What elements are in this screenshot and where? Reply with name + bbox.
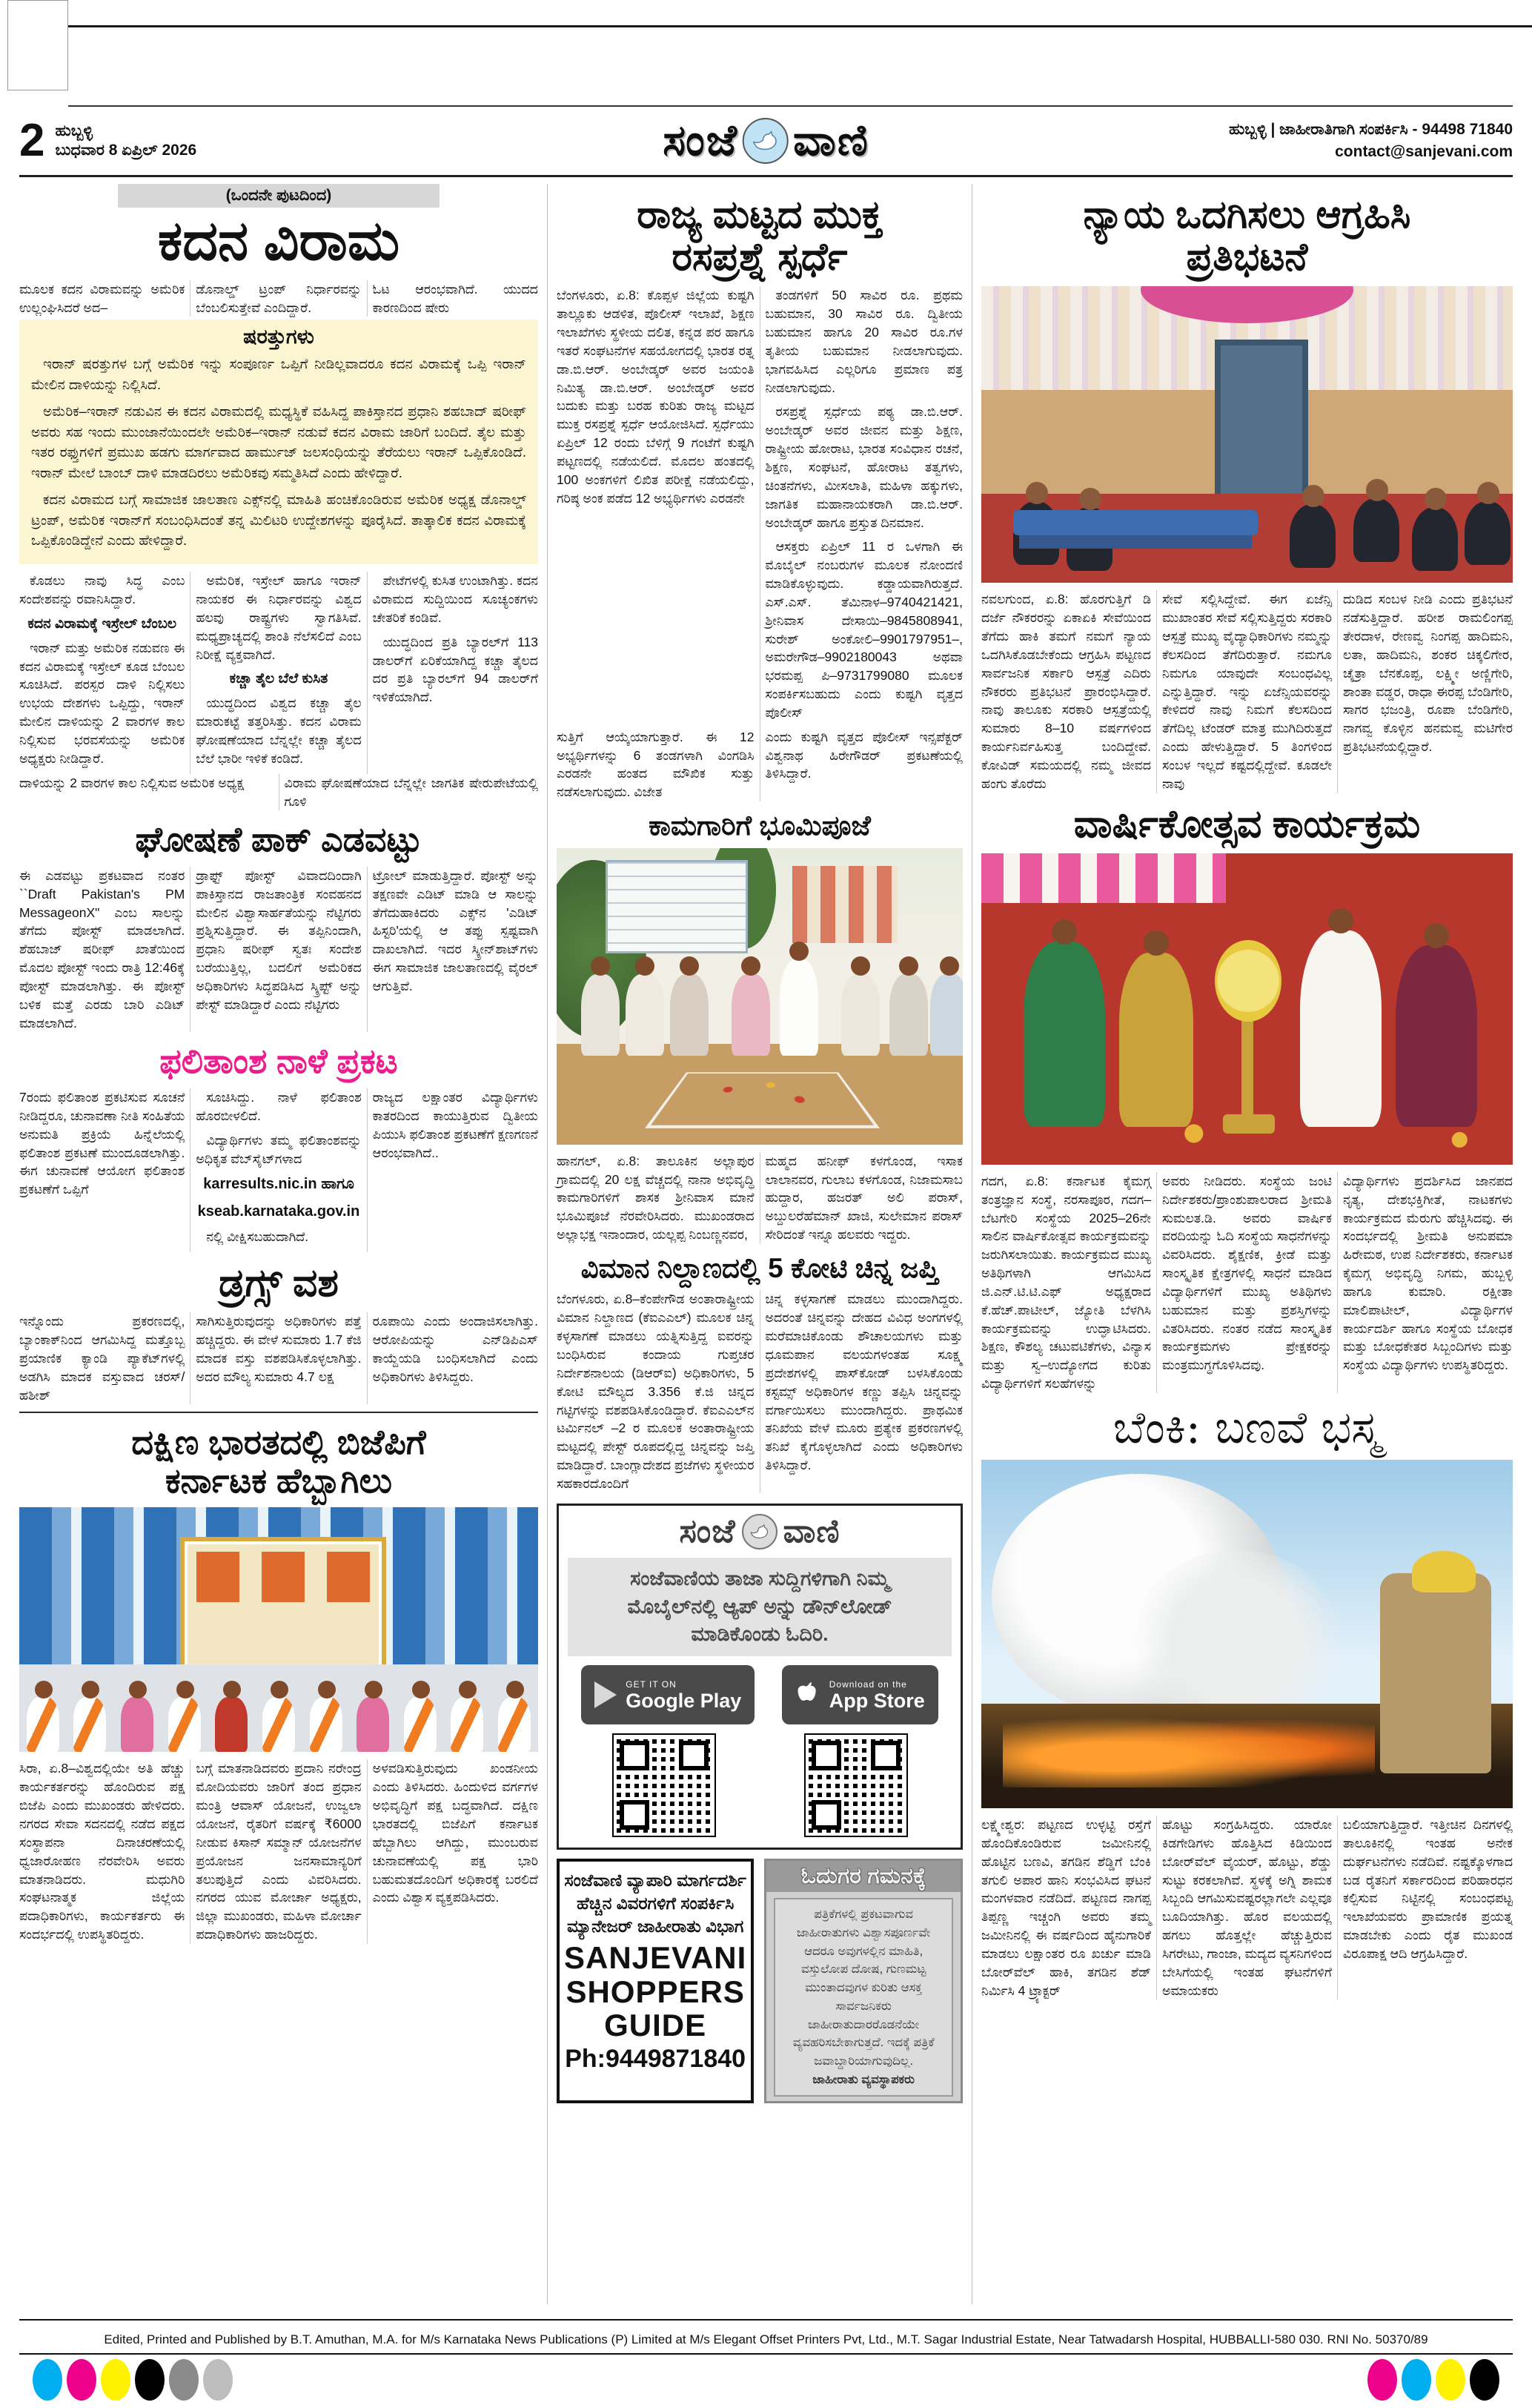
person-figure: [357, 1697, 389, 1752]
article-column: ಸುತ್ತಿಗೆ ಆಯ್ಕೆಯಾಗುತ್ತಾರೆ. ಈ 12 ಅಭ್ಯರ್ಥಿಗಳನ್ನು 6 ತಂಡಗಳಾಗಿ ವಿಂಗಡಿಸಿ ಎರಡನೇ ಹಂತದ ಮೌಖಿಕ ಸುತ್ತು ನಡೆಸಲಾಗುವುದು. ವಿಜೇತ: [557, 729, 755, 800]
woman-gold-sari: [1119, 953, 1193, 1127]
quiz-headline-line1: ರಾಜ್ಯ ಮಟ್ಟದ ಮುಕ್ತ: [637, 194, 883, 236]
stage-backdrop: [981, 853, 1226, 903]
banner-portrait: [262, 1552, 305, 1603]
woman-maroon-sari: [1396, 945, 1477, 1127]
person-figure: [732, 974, 770, 1056]
quiz-headline-line2: ರಸಪ್ರಶ್ನೆ ಸ್ಪರ್ಧೆ: [672, 236, 848, 280]
body-paragraph: ತಂಡಗಳಿಗೆ 50 ಸಾವಿರ ರೂ. ಪ್ರಥಮ ಬಹುಮಾನ, 30 ಸಾವಿರ ರೂ. ದ್ವಿತೀಯ ಬಹುಮಾನ ಹಾಗೂ 20 ಸಾವಿರ ರೂ.ಗಳ ತೃತೀಯ ಬಹುಮಾನ ನೀಡಲಾಗುವುದು. ಭಾಗವಹಿಸಿದ ಎಲ್ಲರಿಗೂ ಪ್ರಮಾಣ ಪತ್ರ ನೀಡಲಾಗುವುದು.: [765, 288, 963, 395]
article-column: [19, 572, 190, 774]
blue-bench: [1013, 510, 1258, 535]
notice-text: ಪತ್ರಿಕೆಗಳಲ್ಲಿ ಪ್ರಕಟವಾಗುವ ಜಾಹೀರಾತುಗಳು ವಿಶ್ವಾಸಪೂರ್ಣವೇ ಆದರೂ ಅವುಗಳಲ್ಲಿನ ಮಾಹಿತಿ, ವಸ್ತುಲೋಪ ದೋಷ, ಗುಣಮಟ್ಟ ಮುಂತಾದವುಗಳ ಕುರಿತು ಆಸಕ್ತ ಸಾರ್ವಜನಿಕರು ಜಾಹೀರಾತುದಾರರೊಡನೆಯೇ ವ್ಯವಹರಿಸಬೇಕಾಗುತ್ತದೆ. ಇದಕ್ಕೆ ಪತ್ರಿಕೆ ಜವಾಬ್ದಾರಿಯಾಗುವುದಿಲ್ಲ.: [792, 1908, 935, 2068]
banner-portrait: [327, 1552, 371, 1603]
badge-caption: Download on the: [829, 1678, 907, 1690]
body-paragraph: ಅಮೆರಿಕ, ಇಸ್ರೇಲ್ ಹಾಗೂ ಇರಾನ್ ನಾಯಕರ ಈ ನಿರ್ಧಾರವನ್ನು ವಿಶ್ವದ ಹಲವು ರಾಷ್ಟ್ರಗಳು ಸ್ವಾಗತಿಸಿವೆ. ಮಧ್ಯಪ್ರಾಚ್ಯದಲ್ಲಿ ಶಾಂತಿ ನೆಲೆಸಲಿದೆ ಎಂಬ ನಿರೀಕ್ಷೆ ವ್ಯಕ್ತವಾಗಿದೆ.: [196, 573, 362, 662]
protest-headline: [981, 194, 1513, 279]
mla-figure: [780, 959, 818, 1056]
notice-signature: ಜಾಹೀರಾತು ವ್ಯವಸ್ಥಾಪಕರು: [812, 2072, 915, 2086]
highlight-box-paragraph: ಇರಾನ್ ಷರತ್ತುಗಳ ಬಗ್ಗೆ ಅಮೆರಿಕ ಇನ್ನು ಸಂಪೂರ್ಣ ಒಪ್ಪಿಗೆ ನೀಡಿಲ್ಲವಾದರೂ ಕದನ ವಿರಾಮಕ್ಕೆ ಒಪ್ಪಿ ಇರಾನ್ ಮೇಲಿನ ದಾಳಿಯನ್ನು ನಿಲ್ಲಿಸಿದೆ.: [31, 356, 526, 393]
guide-line: ಮ್ಯಾನೇಜರ್ ಜಾಹೀರಾತು ವಿಭಾಗ: [567, 1916, 744, 1936]
bjp-headline: [19, 1423, 538, 1500]
dove-logo-icon: [742, 1514, 777, 1549]
google-play-badge[interactable]: [581, 1665, 755, 1724]
ceasefire-highlight-box: [19, 320, 538, 564]
protest-photo: [981, 286, 1513, 583]
notice-title: ಓದುಗರ ಗಮನಕ್ಕೆ: [766, 1861, 961, 1892]
person-figure: [168, 1697, 201, 1752]
bjp-headline-line2: ಕರ್ನಾಟಕ ಹೆಬ್ಬಾಗಿಲು: [165, 1461, 393, 1500]
person-figure: [121, 1697, 153, 1752]
quiz-body: [557, 286, 963, 727]
print-registration-box: [7, 0, 68, 90]
anniversary-photo: [981, 853, 1513, 1165]
rangoli-pooja-spot: [645, 1072, 880, 1128]
body-paragraph: ಪೇಟೆಗಳಲ್ಲಿ ಕುಸಿತ ಉಂಟಾಗಿತ್ತು. ಕದನ ವಿರಾಮದ ಸುದ್ದಿಯಿಂದ ಸೂಚ್ಯಂಕಗಳು ಚೇತರಿಕೆ ಕಂಡಿವೆ.: [372, 573, 538, 625]
badge-caption: GET IT ON: [626, 1678, 677, 1690]
person-figure: [626, 974, 664, 1056]
article-column: ವಿದ್ಯಾರ್ಥಿಗಳು ಪ್ರದರ್ಶಿಸಿದ ಜಾನಪದ ನೃತ್ಯ, ದೇಶಭಕ್ತಿಗೀತೆ, ನಾಟಕಗಳು ಕಾರ್ಯಕ್ರಮದ ಮೆರುಗು ಹೆಚ್ಚಿಸಿದವು. ಈ ಸಂದರ್ಭದಲ್ಲಿ ಶ್ರೀಮತಿ ಅನುಪಮಾ ಹಿರೇಮಠ, ಉಪ ನಿರ್ದೇಶಕರು, ಕರ್ನಾಟಕ ಕೈಮಗ್ಗ ಅಭಿವೃದ್ಧಿ ನಿಗಮ, ಹುಬ್ಬಳ್ಳಿ ಹಾಗೂ ಕುಮಾರಿ. ರಕ್ಷೀತಾ ಮಾಲಿಪಾಟೀಲ್, ವಿದ್ಯಾರ್ಥಿಗಳ ಕಾರ್ಯದರ್ಶಿ ಹಾಗೂ ಸಂಸ್ಥೆಯ ಬೋಧಕ ಮತ್ತು ಬೋಧಕೇತರ ಸಿಬ್ಬಂದಿಗಳು ಮತ್ತು ಸಂಸ್ಥೆಯ ವಿದ್ಯಾರ್ಥಿಗಳು ಉಪಸ್ಥಿತರಿದ್ದರು.: [1337, 1172, 1513, 1393]
article-column: ಇನ್ನೊಂದು ಪ್ರಕರಣದಲ್ಲಿ, ಬ್ಯಾಂಕಾಕ್‌ನಿಂದ ಆಗಮಿಸಿದ್ದ ಮತ್ತೊಬ್ಬ ಪ್ರಯಾಣಿಕ ಕ್ಯಾಂಡಿ ಪ್ಯಾಕೆಟ್‌ಗಳಲ್ಲಿ ಅಡಗಿಸಿ ಮಾದಕ ವಸ್ತುವಾದ ಚರಸ್/ಹಶೀಶ್: [19, 1314, 185, 1403]
guide-line: ಸಂಜೆವಾಣಿ ವ್ಯಾಪಾರಿ ಮಾರ್ಗದರ್ಶಿ: [564, 1870, 746, 1891]
dove-logo-icon: [743, 118, 789, 164]
highlight-box-paragraph: ಅಮೆರಿಕ–ಇರಾನ್ ನಡುವಿನ ಈ ಕದನ ವಿರಾಮದಲ್ಲಿ ಮಧ್ಯಸ್ಥಿಕೆ ವಹಿಸಿದ್ದ ಪಾಕಿಸ್ತಾನದ ಪ್ರಧಾನಿ ಶಹಬಾದ್ ಷರೀಫ್ ಅವರು ಸಹ ಇಂದು ಮುಂಜಾನೆಯಿಂದಲೇ ಅಮೆರಿಕ–ಇರಾನ್ ನಡುವೆ ಕದನ ವಿರಾಮ ಜಾರಿಗೆ ಬಂದಿದೆ. ತೈಲ ಮತ್ತು ಇತರ ರಫ್ತುಗಳಿಗೆ ಪ್ರಮುಖ ಹಡಗು ಮಾರ್ಗವಾದ ಹಾರ್ಮುಜ್ ಜಲಸಂಧಿಯನ್ನು ತೆರೆಯಲು ಇರಾನ್ ಒಪ್ಪಿಕೊಂಡಿದೆ. ಇರಾನ್ ಮೇಲೆ ಬಾಂಬ್ ದಾಳಿ ಮಾಡದಿರಲು ಅಮೆರಿಕವು ಸಮ್ಮತಿಸಿದೆ ಎಂದು ಹೇಳಿದ್ದಾರೆ.: [31, 403, 526, 481]
apple-icon: [795, 1678, 820, 1712]
ceasefire-intro: [19, 280, 538, 317]
article-column: ಸೇವೆ ಸಲ್ಲಿಸಿದ್ದೇವೆ. ಈಗ ಏಜೆನ್ಸಿ ಮುಖಾಂತರ ಸೇವೆ ಸಲ್ಲಿಸುತ್ತಿದ್ದರು ಸರಕಾರಿ ಆಸ್ಪತ್ರೆ ಮುಖ್ಯ ವೈದ್ಯಾಧಿಕಾರಿಗಳು ನಮ್ಮನ್ನು ಕೆಲಸದಿಂದ ತೆಗೆದಿರುತ್ತಾರೆ. ನಮಗೂ ನಿಮಗೂ ಯಾವುದೇ ಸಂಬಂಧವಿಲ್ಲ ಎನ್ನುತ್ತಿದ್ದಾರೆ. ಇನ್ನು ಏಜೆನ್ಸಿಯವರನ್ನು ಕೇಳಿದರೆ ನಾವು ನಿಮಗೆ ಕೆಲಸದಿಂದ ತೆಗೆದಿಲ್ಲ ಟೆಂಡರ್ ಮಾತ್ರ ಮುಗಿದಿರುತ್ತದೆ ಎಂದು ಹೇಳುತ್ತಿದ್ದಾರೆ. 5 ತಿಂಗಳಿಂದ ಸಂಬಳ ಇಲ್ಲದೆ ಕಷ್ಟದಲ್ಲಿದ್ದೇವೆ. ಕೂಡಲೇ ನಾವು: [1156, 590, 1337, 793]
article-column: ದಾಳಿಯನ್ನು 2 ವಾರಗಳ ಕಾಲ ನಿಲ್ಲಿಸುವ ಅಮೆರಿಕ ಅಧ್ಯಕ್ಷ: [19, 775, 245, 790]
sub-headline: ಕಚ್ಚಾ ತೈಲ ಬೆಲೆ ಕುಸಿತ: [229, 671, 328, 687]
middle-section: [548, 184, 972, 2304]
quiz-headline: [557, 194, 963, 279]
person-figure: [498, 1697, 531, 1752]
results-url[interactable]: karresults.nic.in ಹಾಗೂ: [203, 1176, 354, 1193]
person-figure: [889, 974, 928, 1056]
article-column: ಅಳವಡಿಸುತ್ತಿರುವುದು ಖಂಡನೀಯ ಎಂದು ತಿಳಿಸಿದರು. ಹಿಂದುಳಿದ ವರ್ಗಗಳ ಅಭಿವೃದ್ಧಿಗೆ ಪಕ್ಷ ಬದ್ಧವಾಗಿದೆ. ದಕ್ಷಿಣ ಭಾರತದಲ್ಲಿ ಬಿಜೆಪಿಗೆ ಕರ್ನಾಟಕ ಹೆಬ್ಬಾಗಿಲು ಆಗಿದ್ದು, ಮುಂಬರುವ ಚುನಾವಣೆಯಲ್ಲಿ ಪಕ್ಷ ಭಾರಿ ಬಹುಮತದೊಂದಿಗೆ ಅಧಿಕಾರಕ್ಕೆ ಬರಲಿದೆ ಎಂದು ವಿಶ್ವಾಸ ವ್ಯಕ್ತಪಡಿಸಿದರು.: [367, 1759, 538, 1943]
marigold-garland: [1215, 940, 1281, 1022]
article-column: ನವಲಗುಂದ, ಏ.8: ಹೊರಗುತ್ತಿಗೆ ಡಿ ದರ್ಜೆ ನೌಕರರನ್ನು ಏಕಾಏಕಿ ಸೇವೆಯಿಂದ ತೆಗೆದು ಹಾಕಿ ತಮಗೆ ನಮಗೆ ನ್ಯಾಯ ಒದಗಿಸಿಕೊಡಬೇಕೆಂದು ಆಗ್ರಹಿಸಿ ಪಟ್ಟಣದ ಸಾರ್ವಜನಿಕ ಸರ್ಕಾರಿ ಆಸ್ಪತ್ರೆ ಎದಿರು ನೌಕರರು ಪ್ರತಿಭಟನೆ ಪ್ರಾರಂಭಿಸಿದ್ದಾರೆ. ನಾವು ತಾಲೂಕು ಸರಕಾರಿ ಆಸ್ಪತ್ರೆಯಲ್ಲಿ ಸುಮಾರು 8–10 ವರ್ಷಗಳಿಂದ ಕಾರ್ಯನಿರ್ವಹಿಸುತ್ತ ಬಂದಿದ್ದೇವೆ. ಕೋವಿಡ್ ಸಮಯದಲ್ಲಿ ನಮ್ಮ ಜೀವದ ಹಂಗು ತೊರೆದು: [981, 592, 1151, 791]
person-figure: [581, 974, 620, 1056]
article-column: ರೂಪಾಯಿ ಎಂದು ಅಂದಾಜಿಸಲಾಗಿತ್ತು. ಆರೋಪಿಯನ್ನು ಎನ್‌ಡಿಪಿಎಸ್ ಕಾಯ್ದೆಯಡಿ ಬಂಧಿಸಲಾಗಿದೆ ಎಂದು ಅಧಿಕಾರಿಗಳು ತಿಳಿಸಿದ್ದರು.: [367, 1312, 538, 1404]
contact-email[interactable]: contact@sanjevani.com: [1335, 143, 1513, 160]
ad-masthead: [568, 1513, 952, 1550]
quiz-continuation: [557, 728, 963, 801]
article-column: ಸಾಗಿಸುತ್ತಿರುವುದನ್ನು ಅಧಿಕಾರಿಗಳು ಪತ್ತೆ ಹಚ್ಚಿದ್ದರು. ಈ ವೇಳೆ ಸುಮಾರು 1.7 ಕೆಜಿ ಮಾದಕ ವಸ್ತು ವಶಪಡಿಸಿಕೊಳ್ಳಲಾಗಿತ್ತು. ಅದರ ಮೌಲ್ಯ ಸುಮಾರು 4.7 ಲಕ್ಷ: [190, 1312, 366, 1404]
google-play-qr-code[interactable]: [614, 1735, 714, 1836]
app-download-ad: [557, 1504, 963, 1850]
article-column: ಸಿರಾ, ಏ.8–ವಿಶ್ವದಲ್ಲಿಯೇ ಅತಿ ಹೆಚ್ಚು ಕಾರ್ಯಕರ್ತರನ್ನು ಹೊಂದಿರುವ ಪಕ್ಷ ಬಿಜೆಪಿ ಎಂದು ಮುಖಂಡರು ಹೇಳಿದರು. ನಗರದ ಸೇವಾ ಸದನದಲ್ಲಿ ನಡೆದ ಪಕ್ಷದ ಸಂಸ್ಥಾಪನಾ ದಿನಾಚರಣೆಯಲ್ಲಿ ಧ್ವಜಾರೋಹಣ ನೆರವೇರಿಸಿ ಅವರು ಮಾತನಾಡಿದರು. ಮಧುಗಿರಿ ಸಂಘಟನಾತ್ಮಕ ಜಿಲ್ಲೆಯ ಪದಾಧಿಕಾರಿಗಳು, ಕಾರ್ಯಕರ್ತರು ಈ ಸಂದರ್ಭದಲ್ಲಿ ಉಪಸ್ಥಿತರಿದ್ದರು.: [19, 1761, 185, 1942]
article-column: ಡೊನಾಲ್ಡ್ ಟ್ರಂಪ್ ನಿರ್ಧಾರವನ್ನು ಬೆಂಬಲಿಸುತ್ತೇವೆ ಎಂದಿದ್ದಾರೆ.: [190, 280, 366, 317]
protester-figure: [1290, 504, 1336, 568]
edition-city: ಹುಬ್ಬಳ್ಳಿ: [55, 122, 93, 139]
masthead-right-text: ವಾಣಿ: [793, 116, 869, 165]
anniversary-headline: ವಾರ್ಷಿಕೋತ್ಸವ ಕಾರ್ಯಕ್ರಮ: [1073, 802, 1421, 846]
article-column: ಬಗ್ಗೆ ಮಾತನಾಡಿದವರು ಪ್ರದಾನಿ ನರೇಂದ್ರ ಮೋದಿಯವರು ಜಾರಿಗೆ ತಂದ ಪ್ರಧಾನ ಮಂತ್ರಿ ಆವಾಸ್ ಯೋಜನೆ, ಉಜ್ವಲಾ ಯೋಜನೆ, ರೈತರಿಗೆ ವರ್ಷಕ್ಕೆ ₹6000 ನೀಡುವ ಕಿಸಾನ್ ಸಮ್ಮಾನ್ ಯೋಜನೆಗಳ ಪ್ರಯೋಜನ ಜನಸಾಮಾನ್ಯರಿಗೆ ತಲುಪುತ್ತಿದೆ ಎಂದು ವಿವರಿಸಿದರು. ನಗರದ ಯುವ ಮೋರ್ಚಾ ಅಧ್ಯಕ್ಷರು, ಜಿಲ್ಲಾ ಮುಖಂಡರು, ಮಹಿಳಾ ಮೋರ್ಚಾ ಪದಾಧಿಕಾರಿಗಳು ಹಾಜರಿದ್ದರು.: [190, 1759, 366, 1943]
bhumipooja-body: [557, 1152, 963, 1244]
project-signboard: [606, 860, 748, 953]
article-column: ಈ ಎಡವಟ್ಟು ಪ್ರಕಟವಾದ ನಂತರ ``Draft Pakistan's PM MessageonX" ಎಂಬ ಸಾಲನ್ನು ತೆಗೆದು ಪೋಸ್ಟ್ ಮಾಡಲಾಗಿದೆ. ಶೆಹಬಾಜ್ ಷರೀಫ್ ಖಾತೆಯಿಂದ ಮೊದಲ ಪೋಸ್ಟ್ ಇಂದು ರಾತ್ರಿ 12:46ಕ್ಕೆ ಪೋಸ್ಟ್ ಮಾಡಲಾಗಿತ್ತು. ಈ ಪೋಸ್ಟ್ ಬಳಿಕ ಮತ್ತೆ ಎರಡು ಬಾರಿ ಎಡಿಟ್ ಮಾಡಲಾಗಿದೆ.: [19, 867, 185, 1031]
firefighter-figure: [1380, 1573, 1491, 1773]
fire-photo: [981, 1460, 1513, 1808]
right-section: [972, 184, 1513, 2304]
person-figure: [841, 974, 880, 1056]
man-white-shirt: [1300, 930, 1382, 1127]
footer-rule-bottom: [19, 2353, 1513, 2355]
article-column: ಲಕ್ಷ್ಮೇಶ್ವರ: ಪಟ್ಟಣದ ಉಳ್ಳಟ್ಟಿ ರಸ್ತೆಗೆ ಹೊಂದಿಕೊಂಡಿರುವ ಜಮೀನಿನಲ್ಲಿ ಹೊಟ್ಟಿನ ಬಣವಿ, ತಗಡಿನ ಶೆಡ್ಡಿಗೆ ಬೆಂಕಿ ತಗುಲಿ ಅಪಾರ ಹಾನಿ ಸಂಭವಿಸಿದ ಘಟನೆ ಮಂಗಳವಾರ ನಡೆದಿದೆ. ಪಟ್ಟಣದ ನಾಗಪ್ಪ ತಿಪ್ಪಣ್ಣ ಇಚ್ಚಂಗಿ ಅವರು ತಮ್ಮ ಜಮೀನಿನಲ್ಲಿ ಈ ವರ್ಷದಿಂದ ಹೈನುಗಾರಿಕೆ ಮಾಡಲು ಲಕ್ಷಾಂತರ ರೂ ಖರ್ಚು ಮಾಡಿ ಬೋರ್‌ವೆಲ್ ಹಾಕಿ, ತಗಡಿನ ಶೆಡ್ ನಿರ್ಮಿಸಿ 4 ಟ್ರ್ಯಾಕ್ಟರ್: [981, 1816, 1151, 1998]
protest-body: [981, 590, 1513, 793]
person-figure: [215, 1697, 248, 1752]
body-paragraph: ವಿದ್ಯಾರ್ಥಿಗಳು ತಮ್ಮ ಫಲಿತಾಂಶವನ್ನು ಅಧಿಕೃತ ವೆಬ್‌ಸೈಟ್‌ಗಳಾದ: [196, 1132, 362, 1166]
anniversary-body: [981, 1172, 1513, 1393]
article-column: 7ರಂದು ಫಲಿತಾಂಶ ಪ್ರಕಟಿಸುವ ಸೂಚನೆ ನೀಡಿದ್ದರೂ, ಚುನಾವಣಾ ನೀತಿ ಸಂಹಿತೆಯ ಅನುಮತಿ ಪ್ರಕ್ರಿಯೆ ಹಿನ್ನೆಲೆಯಲ್ಲಿ ಫಲಿತಾಂಶ ಪ್ರಕಟಣೆ ಮುಂದೂಡಲಾಗಿತ್ತು. ಈಗ ಚುನಾವಣೆ ಆಯೋಗ ಫಲಿತಾಂಶ ಪ್ರಕಟಣೆಗೆ ಒಪ್ಪಿಗೆ: [19, 1090, 185, 1197]
fire-headline: ಬೆಂಕಿ: ಬಣವೆ ಭಸ್ಮ: [1112, 1401, 1382, 1454]
event-banner: [792, 866, 898, 943]
person-figure: [930, 974, 963, 1056]
article-column: ಮೂಲಕ ಕದನ ವಿರಾಮವನ್ನು ಅಮೆರಿಕ ಉಲ್ಲಂಘಿಸಿದರೆ ಅದ–: [19, 281, 185, 315]
contact-block: [1229, 119, 1513, 164]
edition-block: [55, 122, 196, 161]
body-paragraph: ರಸಪ್ರಶ್ನೆ ಸ್ಪರ್ಧೆಯ ಪಠ್ಯ ಡಾ.ಬಿ.ಆರ್. ಅಂಬೇಡ್ಕರ್ ಅವರ ಜೀವನ ಮತ್ತು ಶಿಕ್ಷಣ, ರಾಷ್ಟ್ರೀಯ ಹೋರಾಟ, ಭಾರತ ಸಂವಿಧಾನ ರಚನೆ, ಶಿಕ್ಷಣ, ಸಂಘಟನೆ, ಹೋರಾಟ ತತ್ವಗಳು, ಚಿಂತನೆಗಳು, ಮೀಸಲಾತಿ, ಮಹಿಳಾ ಹಕ್ಕುಗಳು, ಜಾಗತಿಕ ಮಹಾನಾಯಕರಾಗಿ ಡಾ.ಬಿ.ಆರ್. ಅಂಬೇಡ್ಕರ್ ಹಾಗೂ ಪ್ರಸ್ತುತ ದಿನಮಾನ.: [765, 404, 963, 530]
bjp-headline-line1: ದಕ್ಷಿಣ ಭಾರತದಲ್ಲಿ ಬಿಜೆಪಿಗೆ: [131, 1423, 426, 1462]
imprint-line: Edited, Printed and Published by B.T. Amuthan, M.A. for M/s Karnataka News Publications (P) Limited at M/s Elegant Offset Printers Pvt, Ltd., M.T. Sagar Industrial Estate, Near Tatwadarsh Hospital, HUBBALLI-580 030. RNI No. 50370/89: [104, 2332, 1428, 2346]
protest-headline-line1: ನ್ಯಾಯ ಒದಗಿಸಲು ಆಗ್ರಹಿಸಿ: [1083, 194, 1411, 236]
page-header: [19, 108, 1513, 173]
body-paragraph: ಸೂಚಿಸಿದ್ದು. ನಾಳೆ ಫಲಿತಾಂಶ ಹೊರಬೀಳಲಿದೆ.: [196, 1090, 362, 1123]
footer-rule-top: [19, 2319, 1513, 2321]
article-column: ಮಹ್ಮದ ಹನೀಫ್ ಕಳಗೊಂಡ, ಇಸಾಕ ಲಾಲಾನವರ, ಗುಲಾಬ ಕಳಗೊಂಡ, ನಿಜಾಮಸಾಬ ಹುದ್ದಾರ, ಹಜರತ್ ಅಲಿ ಪರಾಸ್, ಅಬ್ದುಲರೆಹೆಮಾನ್ ಖಾಜಿ, ಸುಲೇಮಾನ ಪರಾಸ್ ಸೇರಿದಂತೆ ಇನ್ನೂ ಹಲವರು ಇದ್ದರು.: [760, 1152, 964, 1244]
article-column: [190, 1088, 366, 1252]
pak-blunder-body: [19, 867, 538, 1033]
stage-banner: [180, 1537, 386, 1673]
body-paragraph: ಯುದ್ಧದಿಂದ ವಿಶ್ವದ ಕಚ್ಚಾ ತೈಲ ಮಾರುಕಟ್ಟೆ ತತ್ತರಿಸಿತ್ತು. ಕದನ ವಿರಾಮ ಘೋಷಣೆಯಾದ ಬೆನ್ನಲ್ಲೇ ಕಚ್ಚಾ ತೈಲದ ಬೆಲೆ ಭಾರೀ ಇಳಿಕೆ ಕಂಡಿದೆ.: [196, 695, 362, 766]
edition-date: ಬುಧವಾರ 8 ಏಪ್ರಿಲ್ 2026: [55, 142, 197, 159]
article-column: [367, 572, 538, 774]
app-store-badge[interactable]: [782, 1665, 938, 1724]
highlight-box-title: ಷರತ್ತುಗಳು: [243, 325, 314, 348]
blue-door: [1215, 340, 1308, 500]
header-rule-top: [68, 105, 1513, 107]
protester-figure: [1465, 501, 1511, 565]
article-column: ಚಿನ್ನ ಕಳ್ಳಸಾಗಣೆ ಮಾಡಲು ಮುಂದಾಗಿದ್ದರು. ಅದರಂತೆ ಚಿನ್ನವನ್ನು ದೇಹದ ವಿವಿಧ ಅಂಗಗಳಲ್ಲಿ ಮರೆಮಾಚಿಕೊಂಡು ಶೌಚಾಲಯಗಳು ಮತ್ತು ಧೂಮಪಾನ ವಲಯಗಳಂತಹ ಸೂಕ್ಷ್ಮ ಪ್ರದೇಶಗಳಲ್ಲಿ ಪಾಸ್‌ಕೋಡ್ ಬಳಸಿಕೊಂಡು ಕಸ್ಟಮ್ಸ್ ಅಧಿಕಾರಿಗಳ ಕಣ್ಣು ತಪ್ಪಿಸಿ ಚಿನ್ನವನ್ನು ವರ್ಗಾಯಿಸಲು ಮುಂದಾಗಿದ್ದರು. ಪ್ರಾಥಮಿಕ ತನಿಖೆಯ ವೇಳೆ ಮೂರು ಪ್ರತ್ಯೇಕ ಪ್ರಕರಣಗಳಲ್ಲಿ ತನಿಖೆ ಕೈಗೊಳ್ಳಲಾಗಿದೆ ಎಂದು ಅಧಿಕಾರಿಗಳು ತಿಳಿಸಿದ್ದಾರೆ.: [760, 1290, 964, 1492]
color-registration-dots-left: [33, 2359, 233, 2401]
contact-line: ಹುಬ್ಬಳ್ಳಿ | ಜಾಹೀರಾತಿಗಾಗಿ ಸಂಪರ್ಕಿಸಿ - 94498 71840: [1229, 120, 1513, 138]
person-figure: [670, 974, 709, 1056]
guide-phone[interactable]: Ph:9449871840: [565, 2045, 746, 2074]
ad-masthead-left: ಸಂಜೆ: [679, 1512, 736, 1549]
article-column: ಟ್ರೋಲ್ ಮಾಡುತ್ತಿದ್ದಾರೆ. ಪೋಸ್ಟ್ ಅನ್ನು ತಕ್ಷಣವೇ ಎಡಿಟ್ ಮಾಡಿ ಆ ಸಾಲನ್ನು ತೆಗೆದುಹಾಕಿದರು ಎಕ್ಸ್‌ನ 'ಎಡಿಟ್ ಹಿಸ್ಟರಿ'ಯಲ್ಲಿ ಆ ತಪ್ಪು ಸ್ಪಷ್ಟವಾಗಿ ದಾಖಲಾಗಿದೆ. ಇದರ ಸ್ಕ್ರೀನ್‌ಶಾಟ್‌ಗಳು ಈಗ ಸಾಮಾಜಿಕ ಜಾಲತಾಣದಲ್ಲಿ ವೈರಲ್ ಆಗುತ್ತಿವೆ.: [367, 867, 538, 1033]
body-paragraph: ಆಸಕ್ತರು ಏಪ್ರಿಲ್ 11 ರ ಒಳಗಾಗಿ ಈ ಮೊಬೈಲ್ ನಂಬರುಗಳ ಮೂಲಕ ನೋಂದಣಿ ಮಾಡಿಕೊಳ್ಳುವುದು. ಕಡ್ಡಾಯವಾಗಿರುತ್ತದೆ. ಎಸ್.ಎಸ್. ತೆಮಿನಾಳ–9740421421, ಶ್ರೀನಿವಾಸ ದೇಸಾಯಿ–9845808941, ಸುರೇಶ್ ಅಂಕೋಲಿ–9901797951–, ಅಮರೇಗೌಡ–9902180043 ಅಥವಾ ಭರಮಪ್ಪ ಪಿ–9731799080 ಮೂಲಕ ಸಂಪರ್ಕಿಸಬಹುದು ಎಂದು ಕುಷ್ಟಗಿ ವೃತ್ತದ ಪೊಲೀಸ್: [765, 539, 963, 720]
protester-figure: [1353, 498, 1399, 562]
bhumipooja-headline: ಕಾಮಗಾರಿಗೆ ಭೂಮಿಪೂಜೆ: [649, 810, 871, 841]
article-column: ದುಡಿದ ಸಂಬಳ ನೀಡಿ ಎಂದು ಪ್ರತಿಭಟನೆ ನಡೆಸುತ್ತಿದ್ದಾರೆ. ಹರೀಶ ರಾಮಲಿಂಗಪ್ಪ ತೇರದಾಳ, ರೇಣವ್ವ ನಿಂಗಪ್ಪ ಹಾದಿಮನಿ, ಲತಾ, ಹಾದಿಮನಿ, ಶಂಕರ ಚಿಕ್ಕಲಿಗೇರ, ಚೈತ್ರಾ ಬೆನಕೊಪ್ಪ, ಲಕ್ಷ್ಮೀ ಅಣ್ಣಿಗೇರಿ, ಶಾಂತಾ ವಡ್ಡರ, ರಾಧಾ ಈರಪ್ಪ ಬೆಂಡಿಗೇರಿ, ಸಾಗರ ಭಜಂತ್ರಿ, ರೂಪಾ ಬೆಂಡಿಗೇರಿ, ನಾಗವ್ವ ಕೊಳ್ಳಿನ ಹನಮವ್ವ ಮಟಿಗೇರ ಪ್ರತಿಭಟನೆಯಲ್ಲಿದ್ದಾರೆ.: [1337, 590, 1513, 793]
article-column: [760, 286, 964, 727]
person-figure: [73, 1697, 106, 1752]
protester-figure: [1412, 507, 1458, 571]
article-column: ಹಾನಗಲ್, ಏ.8: ತಾಲೂಕಿನ ಅಲ್ಲಾಪುರ ಗ್ರಾಮದಲ್ಲಿ 20 ಲಕ್ಷ ವೆಚ್ಚದಲ್ಲಿ ನಾನಾ ಅಭಿವೃದ್ಧಿ ಕಾಮಗಾರಿಗಳಿಗೆ ಶಾಸಕ ಶ್ರೀನಿವಾಸ ಮಾನೆ ಭೂಮಿಪೂಜೆ ನೆರವೇರಿಸಿದರು. ಮುಖಂಡರಾದ ಅಲ್ಲಾಭಕ್ಷ ಇನಾಂದಾರ, ಯಲ್ಲಪ್ಪ ನಿಂಬಣ್ಣನವರ,: [557, 1153, 755, 1243]
section-divider: [19, 1412, 538, 1413]
ceasefire-kicker: (ಒಂದನೇ ಪುಟದಿಂದ): [118, 184, 440, 208]
article-column: [190, 572, 366, 774]
masthead: [663, 116, 869, 166]
person-figure: [451, 1697, 483, 1752]
guide-line: ಹೆಚ್ಚಿನ ವಿವರಗಳಿಗೆ ಸಂಪರ್ಕಿಸಿ: [576, 1893, 735, 1914]
readers-notice-box: [764, 1859, 963, 2103]
results-headline: ಫಲಿತಾಂಶ ನಾಳೆ ಪ್ರಕಟ: [159, 1042, 398, 1081]
article-column: ಬೆಂಗಳೂರು, ಏ.8–ಕೆಂಪೇಗೌಡ ಅಂತಾರಾಷ್ಟ್ರೀಯ ವಿಮಾನ ನಿಲ್ದಾಣದ (ಕೆಐಎಎಲ್) ಮೂಲಕ ಚಿನ್ನ ಕಳ್ಳಸಾಗಣೆ ಮಾಡಲು ಯತ್ನಿಸುತ್ತಿದ್ದ ಐವರನ್ನು ಬಂಧಿಸಿರುವ ಕಂದಾಯ ಗುಪ್ತಚರ ನಿರ್ದೇಶನಾಲಯ (ಡಿಆರ್‌ಐ) ಅಧಿಕಾರಿಗಳು, 5 ಕೋಟಿ ಮೌಲ್ಯದ 3.356 ಕೆ.ಜಿ ಚಿನ್ನದ ಗಟ್ಟಿಗಳನ್ನು ವಶಪಡಿಸಿಕೊಂಡಿದ್ದಾರೆ. ಕೆಐಎಎಲ್‌ನ ಟರ್ಮಿನಲ್ –2 ರ ಮೂಲಕ ಅಂತಾರಾಷ್ಟ್ರೀಯ ಮಟ್ಟದಲ್ಲಿ ಪೇಸ್ಟ್ ರೂಪದಲ್ಲಿದ್ದ ಚಿನ್ನವನ್ನು ಜಪ್ತಿ ಮಾಡಿದ್ದಾರೆ. ಬಾಂಗ್ಲಾದೇಶದ ಪ್ರಜೆಗಳು ಸ್ಥಳೀಯರ ಸಹಕಾರದೊಂದಿಗೆ: [557, 1291, 755, 1491]
person-figure: [262, 1697, 295, 1752]
pak-blunder-headline: ಘೋಷಣೆ ಪಾಕ್ ಎಡವಟ್ಟು: [135, 820, 422, 859]
gold-body: [557, 1290, 963, 1492]
highlight-box-paragraph: ಕದನ ವಿರಾಮದ ಬಗ್ಗೆ ಸಾಮಾಜಿಕ ಜಾಲತಾಣ ಎಕ್ಸ್‌ನಲ್ಲಿ ಮಾಹಿತಿ ಹಂಚಿಕೊಂಡಿರುವ ಅಮೆರಿಕ ಅಧ್ಯಕ್ಷ ಡೊನಾಲ್ಡ್ ಟ್ರಂಪ್, ಅಮೆರಿಕ ಇರಾನ್‌ಗೆ ಸಂಬಂಧಿಸಿದಂತೆ ತನ್ನ ಮಿಲಿಟರಿ ಉದ್ದೇಶಗಳನ್ನು ಪೂರೈಸಿದೆ. ತಾತ್ಕಾಲಿಕ ಕದನ ವಿರಾಮಕ್ಕೆ ಒಪ್ಪಿಕೊಂಡಿದ್ದೇನೆ ಎಂದು ಹೇಳಿದ್ದಾರೆ.: [31, 491, 526, 549]
article-column: ಓಟ ಆರಂಭವಾಗಿದೆ. ಯುದದ ಕಾರಣದಿಂದ ಷೇರು: [367, 280, 538, 317]
woman-green-sari: [1024, 942, 1105, 1127]
bjp-event-photo: [19, 1507, 538, 1752]
body-paragraph: ನಲ್ಲಿ ವೀಕ್ಷಿಸಬಹುದಾಗಿದೆ.: [206, 1229, 309, 1245]
badge-label: Google Play: [626, 1690, 742, 1713]
bhumipooja-photo: [557, 848, 963, 1145]
banner-portrait: [196, 1552, 240, 1603]
person-figure: [27, 1697, 59, 1752]
drugs-headline: ಡ್ರಗ್ಸ್ ವಶ: [219, 1262, 339, 1305]
results-url[interactable]: kseab.karnataka.gov.in: [197, 1203, 360, 1220]
badge-label: App Store: [829, 1690, 925, 1713]
masthead-left-text: ಸಂಜೆ: [663, 116, 739, 165]
play-icon: [594, 1681, 617, 1708]
article-column: ವಿರಾಮ ಘೋಷಣೆಯಾದ ಬೆನ್ನಲ್ಲೇ ಜಾಗತಿಕ ಷೇರುಪೇಟೆಯಲ್ಲಿ ಗೂಳಿ: [279, 774, 539, 811]
results-body: [19, 1088, 538, 1252]
ad-text-line: ಮೊಬೈಲ್‌ನಲ್ಲಿ ಆ್ಯಪ್ ಅನ್ನು ಡೌನ್‌ಲೋಡ್: [627, 1595, 892, 1618]
drugs-body: [19, 1312, 538, 1404]
ad-masthead-right: ವಾಣಿ: [783, 1512, 840, 1549]
guide-name: GUIDE: [604, 2008, 707, 2042]
body-paragraph: ಇರಾನ್ ಮತ್ತು ಅಮೆರಿಕ ನಡುವಣ ಈ ಕದನ ವಿರಾಮಕ್ಕೆ ಇಸ್ರೇಲ್ ಕೂಡ ಬೆಂಬಲ ಸೂಚಿಸಿದೆ. ಪರಸ್ಪರ ದಾಳಿ ನಿಲ್ಲಿಸಲು ಉಭಯ ದೇಶಗಳು ಒಪ್ಪಿದ್ದು, ಇರಾನ್ ಮೇಲಿನ ದಾಳಿಯನ್ನು 2 ವಾರಗಳ ಕಾಲ ನಿಲ್ಲಿಸುವ ಭರವಸೆಯನ್ನು ಅಮೆರಿಕ ಅಧ್ಯಕ್ಷರು ನೀಡಿದ್ದಾರೆ.: [19, 640, 185, 766]
bjp-body: [19, 1759, 538, 1943]
body-paragraph: ಕೊಡಲು ನಾವು ಸಿದ್ಧ ಎಂಬ ಸಂದೇಶವನ್ನು ರವಾನಿಸಿದ್ದಾರೆ.: [19, 573, 185, 606]
person-figure: [404, 1697, 437, 1752]
color-registration-dots-right: [1367, 2359, 1499, 2401]
article-column: ಗದಗ, ಏ.8: ಕರ್ನಾಟಕ ಕೈಮಗ್ಗ ತಂತ್ರಜ್ಞಾನ ಸಂಸ್ಥೆ, ನರಸಾಪೂರ, ಗದಗ–ಬೆಟಗೇರಿ ಸಂಸ್ಥೆಯ 2025–26ನೇ ಸಾಲಿನ ವಾರ್ಷಿಕೋತ್ಸವ ಕಾರ್ಯಕ್ರಮವನ್ನು ಜರುಗಿಸಲಾಯಿತು. ಕಾರ್ಯಕ್ರಮದ ಮುಖ್ಯ ಅತಿಥಿಗಳಾಗಿ ಆಗಮಿಸಿದ ಜಿ.ಎನ್.ಟಿ.ಟಿ.ಎಫ್ ಅಧ್ಯಕ್ಷರಾದ ಕೆ.ಹೆಚ್.ಪಾಟೀಲ್, ಜ್ಯೋತಿ ಬೆಳಗಿಸಿ ಕಾರ್ಯಕ್ರಮವನ್ನು ಉದ್ಘಾಟಿಸಿದರು. ಶಿಕ್ಷಣ, ಕೌಶಲ್ಯ ಚಟುವಟಿಕೆಗಳು, ವಿನ್ಯಾಸ ಮತ್ತು ಸ್ವ–ಉದ್ಯೋಗದ ಕುರಿತು ವಿದ್ಯಾರ್ಥಿಗಳಿಗೆ ಸಲಹೆಗಳನ್ನು: [981, 1173, 1151, 1392]
app-store-qr-code[interactable]: [806, 1735, 906, 1836]
article-column: ಡ್ರಾಫ್ಟ್ ಪೋಸ್ಟ್ ವಿವಾದದಿಂದಾಗಿ ಪಾಕಿಸ್ತಾನದ ರಾಜತಾಂತ್ರಿಕ ಸಂವಹನದ ಮೇಲಿನ ವಿಶ್ವಾಸಾರ್ಹತೆಯನ್ನು ನೆಟ್ಟಿಗರು ಪ್ರಶ್ನಿಸುತ್ತಿದ್ದಾರೆ. ಈ ತಪ್ಪಿನಿಂದಾಗಿ, ಪ್ರಧಾನಿ ಷರೀಫ್ ಸ್ವತಃ ಸಂದೇಶ ಬರೆಯುತ್ತಿಲ್ಲ, ಬದಲಿಗೆ ಅಮೆರಿಕದ ಅಧಿಕಾರಿಗಳು ಸಿದ್ಧಪಡಿಸಿದ ಸ್ಕ್ರಿಪ್ಟ್ ಅನ್ನು ಪೇಸ್ಟ್ ಮಾಡಿದ್ದಾರೆ ಎಂದು ನೆಟ್ಟಿಗರು: [190, 867, 366, 1033]
shoppers-guide-box: [557, 1859, 754, 2103]
article-column: ಬಲಿಯಾಗುತ್ತಿದ್ದಾರೆ. ಇತ್ತೀಚಿನ ದಿನಗಳಲ್ಲಿ ತಾಲೂಕಿನಲ್ಲಿ ಇಂತಹ ಅನೇಕ ದುರ್ಘಟನೆಗಳು ನಡೆದಿವೆ. ನಷ್ಟಕ್ಕೊಳಗಾದ ಬಡ ರೈತನಿಗೆ ಸರ್ಕಾರದಿಂದ ಪರಿಹಾರಧನ ಕಲ್ಪಿಸುವ ನಿಟ್ಟಿನಲ್ಲಿ ಸಂಬಂಧಪಟ್ಟ ಇಲಾಖೆಯವರು ಪ್ರಾಮಾಣಿಕ ಪ್ರಯತ್ನ ಮಾಡಬೇಕು ಎಂದು ರೈತ ಮುಖಂಡ ವಿರೂಪಾಕ್ಷ ಆದಿ ಆಗ್ರಹಿಸಿದ್ದಾರೆ.: [1337, 1816, 1513, 2000]
guide-name: SANJEVANI: [564, 1940, 747, 1976]
article-column: ಅವರು ನೀಡಿದರು. ಸಂಸ್ಥೆಯ ಜಂಟಿ ನಿರ್ದೇಶಕರು/ಪ್ರಾಂಶುಪಾಲರಾದ ಶ್ರೀಮತಿ ಸುಮಲತ.ಡಿ. ಅವರು ವಾರ್ಷಿಕ ವರದಿಯನ್ನು ಓದಿ ಸಂಸ್ಥೆಯ ಸಾಧನೆಗಳನ್ನು ವಿವರಿಸಿದರು. ಶೈಕ್ಷಣಿಕ, ಕ್ರೀಡೆ ಮತ್ತು ಸಾಂಸ್ಕೃತಿಕ ಕ್ಷೇತ್ರಗಳಲ್ಲಿ ಸಾಧನೆ ಮಾಡಿದ ವಿದ್ಯಾರ್ಥಿಗಳಿಗೆ ಮುಖ್ಯ ಅತಿಥಿಗಳು ಬಹುಮಾನ ಮತ್ತು ಪ್ರಶಸ್ತಿಗಳನ್ನು ವಿತರಿಸಿದರು. ನಂತರ ನಡೆದ ಸಾಂಸ್ಕೃತಿಕ ಕಾರ್ಯಕ್ರಮಗಳು ಪ್ರೇಕ್ಷಕರನ್ನು ಮಂತ್ರಮುಗ್ಧಗೊಳಿಸಿದವು.: [1156, 1172, 1337, 1393]
fire-embers: [1003, 1710, 1375, 1787]
ceasefire-headline: ಕದನ ವಿರಾಮ: [157, 210, 400, 271]
person-figure: [310, 1697, 342, 1752]
guide-name: SHOPPERS: [566, 1974, 745, 2009]
article-column: ಹೊಟ್ಟು ಸಂಗ್ರಹಿಸಿದ್ದರು. ಯಾರೋ ಕಿಡಗೇಡಿಗಳು ಹೊತ್ತಿಸಿದ ಕಿಡಿಯಿಂದ ಬೋರ್‌ವೆಲ್ ವೈಯರ್, ಹೊಟ್ಟು, ಶೆಡ್ಡು ಸುಟ್ಟು ಕರಕಲಾಗಿವೆ. ಸ್ಥಳಕ್ಕೆ ಅಗ್ನಿ ಶಾಮಕ ಸಿಬ್ಬಂದಿ ಆಗಮಿಸುವಷ್ಟರಲ್ಲಾಗಲೇ ಎಲ್ಲವೂ ಬೂದಿಯಾಗಿತ್ತು. ಹೊರ ವಲಯದಲ್ಲಿ ಹಗಲು ಹೊತ್ತಲ್ಲೇ ಹೆಚ್ಚುತ್ತಿರುವ ಸಿಗರೇಟು, ಗಾಂಜಾ, ಮದ್ಯದ ವ್ಯಸನಿಗಳಿಂದ ಬೇಸಿಗೆಯಲ್ಲಿ ಇಂತಹ ಘಟನೆಗಳಿಗೆ ಅಮಾಯಕರು: [1156, 1816, 1337, 2000]
page-number: 2: [19, 115, 45, 167]
seated-leaders-row: [19, 1664, 538, 1753]
body-paragraph: ಯುದ್ಧದಿಂದ ಪ್ರತಿ ಬ್ಯಾರಲ್‌ಗೆ 113 ಡಾಲರ್‌ಗೆ ಏರಿಕೆಯಾಗಿದ್ದ ಕಚ್ಚಾ ತೈಲದ ದರ ಪ್ರತಿ ಬ್ಯಾರಲ್‌ಗೆ 94 ಡಾಲರ್‌ಗೆ ಇಳಿಕೆಯಾಗಿದೆ.: [372, 634, 538, 705]
pak-blunder-lead: [19, 774, 538, 811]
ad-text-line: ಸಂಜೆವಾಣಿಯ ತಾಜಾ ಸುದ್ದಿಗಳಿಗಾಗಿ ನಿಮ್ಮ: [630, 1567, 889, 1590]
left-section: [19, 184, 547, 2304]
top-rule: [68, 25, 1532, 27]
article-column: ಬೆಂಗಳೂರು, ಏ.8: ಕೊಪ್ಪಳ ಜಿಲ್ಲೆಯ ಕುಷ್ಟಗಿ ತಾಲ್ಲೂಕು ಆಡಳಿತ, ಪೊಲೀಸ್ ಇಲಾಖೆ, ಶಿಕ್ಷಣ ಇಲಾಖೆಗಳು ಸ್ಥಳೀಯ ದಲಿತ, ಕನ್ನಡ ಪರ ಹಾಗೂ ಇತರೆ ಸಂಘಟನೆಗಳ ಸಹಯೋಗದಲ್ಲಿ ಭಾರತ ರತ್ನ ಡಾ.ಬಿ.ಆರ್. ಅಂಬೇಡ್ಕರ್ ಅವರ ಜಯಂತಿ ನಿಮಿತ್ಯ ಡಾ.ಬಿ.ಆರ್. ಅಂಬೇಡ್ಕರ್ ಅವರ ಬದುಕು ಮತ್ತು ಬರಹ ಕುರಿತು ರಾಜ್ಯ ಮಟ್ಟದ ಮುಕ್ತ ರಸಪ್ರಶ್ನೆ ಸ್ಪರ್ಧೆ ಆಯೋಜಿಸಿದೆ. ಸ್ಪರ್ಧೆಯು ಏಪ್ರಿಲ್ 12 ರಂದು ಬೆಳಿಗ್ಗೆ 9 ಗಂಟೆಗೆ ಕುಷ್ಟಗಿ ಪಟ್ಟಣದಲ್ಲಿ ನಡೆಯಲಿದೆ. ಮೊದಲ ಹಂತದಲ್ಲಿ 100 ಅಂಕಗಳಿಗೆ ಲಿಖಿತ ಪರೀಕ್ಷೆ ನಡೆಯಲಿದ್ದು, ಗರಿಷ್ಠ ಅಂಕ ಪಡೆದ 12 ಅಭ್ಯರ್ಥಿಗಳು ಎರಡನೇ: [557, 288, 755, 506]
sub-headline: ಕದನ ವಿರಾಮಕ್ಕೆ ಇಸ್ರೇಲ್ ಬೆಂಬಲ: [27, 615, 177, 632]
notice-body: [774, 1898, 953, 2097]
fire-body: [981, 1816, 1513, 2000]
firefighter-helmet: [1412, 1551, 1476, 1592]
article-column: ರಾಜ್ಯದ ಲಕ್ಷಾಂತರ ವಿದ್ಯಾರ್ಥಿಗಳು ಕಾತರದಿಂದ ಕಾಯುತ್ತಿರುವ ದ್ವಿತೀಯ ಪಿಯುಸಿ ಫಲಿತಾಂಶ ಪ್ರಕಟಣೆಗೆ ಕ್ಷಣಗಣನೆ ಆರಂಭವಾಗಿದೆ..: [367, 1088, 538, 1252]
article-column: ಎಂದು ಕುಷ್ಟಗಿ ವೃತ್ತದ ಪೊಲೀಸ್ ಇನ್ಸಪೆಕ್ಟರ್ ವಿಶ್ವನಾಥ ಹಿರೇಗೌಡರ್ ಪ್ರಕಟಣೆಯಲ್ಲಿ ತಿಳಿಸಿದ್ದಾರೆ.: [760, 728, 964, 801]
header-rule-bottom: [19, 175, 1513, 177]
ad-text-line: ಮಾಡಿಕೊಂಡು ಓದಿರಿ.: [691, 1623, 829, 1646]
protest-headline-line2: ಪ್ರತಿಭಟನೆ: [1186, 236, 1308, 280]
brass-lamp-base: [1223, 1114, 1275, 1134]
ad-text: [568, 1558, 952, 1656]
ceasefire-body: [19, 572, 538, 774]
gold-headline: ವಿಮಾನ ನಿಲ್ದಾಣದಲ್ಲಿ 5 ಕೋಟಿ ಚಿನ್ನ ಜಪ್ತಿ: [580, 1252, 939, 1283]
